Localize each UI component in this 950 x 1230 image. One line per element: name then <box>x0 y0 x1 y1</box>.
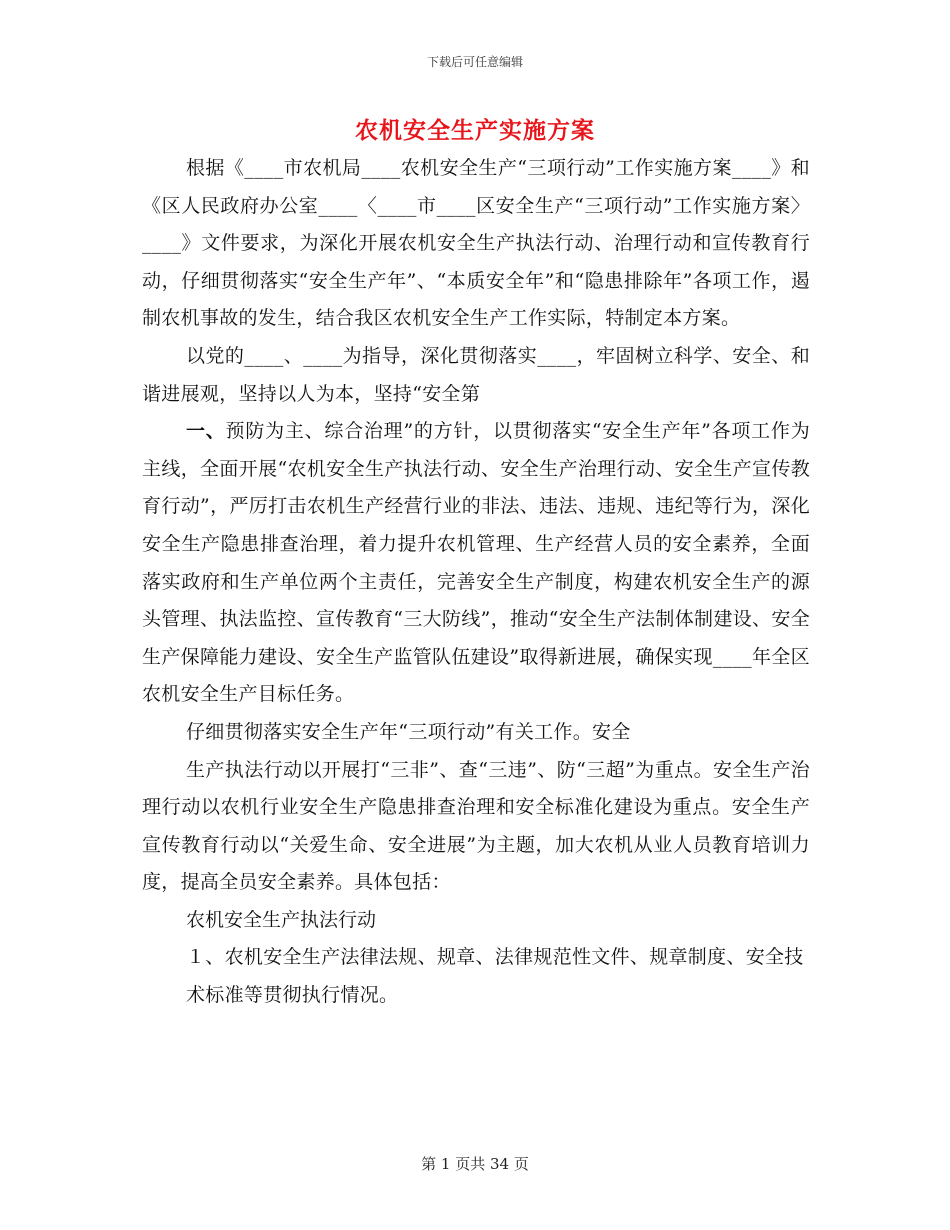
section-heading: 农机安全生产执法行动 <box>186 908 377 931</box>
paragraph-principle <box>142 413 810 714</box>
list-item: １、农机安全生产法律法规、规章、法律规范性文件、规章制度、安全技术标准等贯彻执行情况。 <box>186 946 804 1007</box>
paragraph-focus: 生产执法行动以开展打“三非”、查“三违”、防“三超”为重点。安全生产治理行动以农机行业安全生产隐患排查治理和安全标准化建设为重点。安全生产宣传教育行动以“关爱生命、安全进展”为主题，加大农机从业人员教育培训力度，提高全员安全素养。具体包括： <box>142 758 810 894</box>
document-body <box>142 150 810 1015</box>
paragraph-three-actions: 仔细贯彻落实安全生产年“三项行动”有关工作。安全 <box>186 720 631 743</box>
paragraph-basis: 根据《____市农机局____农机安全生产“三项行动”工作实施方案____》和《区人民政府办公室____〈____市____区安全生产“三项行动”工作实施方案〉____》文件要求，为深化开展农机安全生产执法行动、治理行动和宣传教育行动，仔细贯彻落实“安全生产年”、“本质安全年”和“隐患排除年”各项工作，遏制农机事故的发生，结合我区农机安全生产工作实际，特制定本方案。 <box>142 157 810 330</box>
paragraph-guidance: 以党的____、____为指导，深化贯彻落实____，牢固树立科学、安全、和谐进展观，坚持以人为本，坚持“安全第 <box>142 344 810 405</box>
document-title: 农机安全生产实施方案 <box>355 117 595 144</box>
paragraph-principle-text: 预防为主、综合治理”的方针，以贯彻落实“安全生产年”各项工作为主线，全面开展“农机安全生产执法行动、安全生产治理行动、安全生产宣传教育行动”，严厉打击农机生产经营行业的非法、违法、违规、违纪等行为，深化安全生产隐患排查治理，着力提升农机管理、生产经营人员的安全素养，全面落实政府和生产单位两个主责任，完善安全生产制度，构建农机安全生产的源头管理、执法监控、宣传教育“三大防线”，推动“安全生产法制体制建设、安全生产保障能力建设、安全生产监管队伍建设”取得新进展，确保实现____年全区农机安全生产目标任务。 <box>142 420 810 706</box>
section-number: 一、 <box>186 420 226 443</box>
page-header-note: 下载后可任意编辑 <box>426 55 523 69</box>
page-footer-number: 第 1 页共 34 页 <box>421 1155 529 1173</box>
